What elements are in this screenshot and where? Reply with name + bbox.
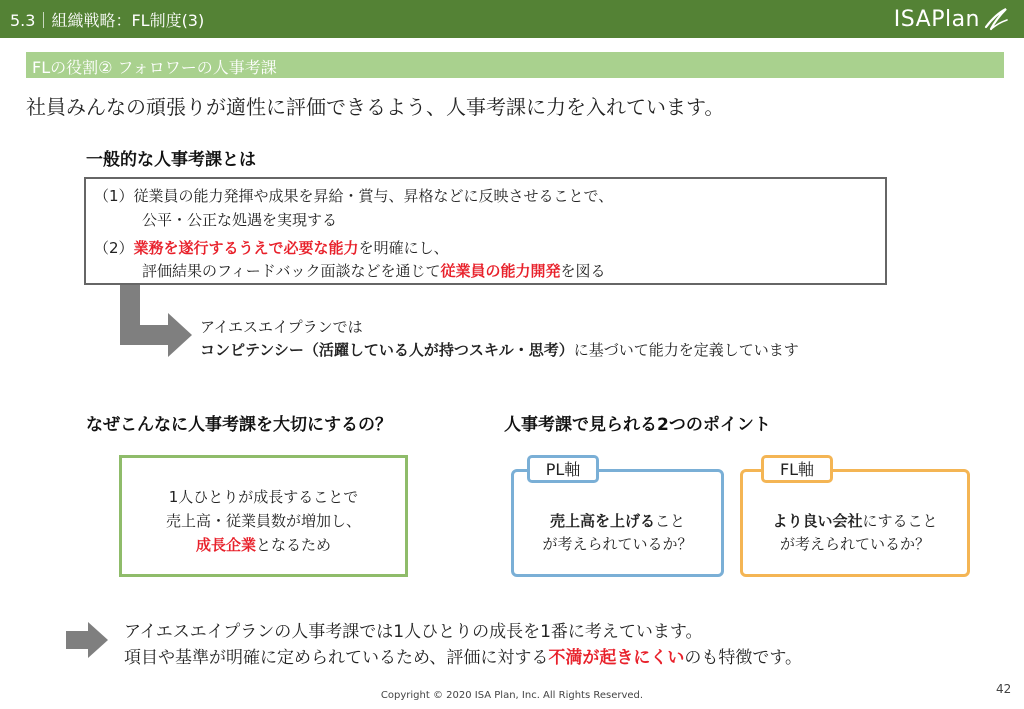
why-line2: 売上高・従業員数が増加し、 xyxy=(165,512,361,530)
definition-item2-line2 xyxy=(142,260,606,281)
definition-item1-line2: 公平・公正な処遇を実現する xyxy=(142,211,338,229)
bent-arrow-icon xyxy=(116,285,196,360)
lead-text: 社員みんなの頑張りが適性に評価できるよう、人事考課に力を入れています。 xyxy=(26,95,725,119)
note-rest: に基づいて能力を定義しています xyxy=(573,341,799,359)
definition-item2-line2-highlight: 従業員の能力開発 xyxy=(440,262,561,280)
fl-axis-box xyxy=(740,469,970,577)
definition-item1-line1: （1）従業員の能力発揮や成果を昇給・賞与、昇格などに反映させることで、 xyxy=(94,187,614,205)
logo-swoosh-icon xyxy=(982,5,1010,33)
right-arrow-icon xyxy=(66,622,108,658)
note-competency: コンピテンシー（活躍している人が持つスキル・思考） xyxy=(200,341,574,359)
fl-line2: が考えられているか？ xyxy=(779,535,930,553)
logo-text: ISAPlan xyxy=(893,6,980,32)
why-growth-company: 成長企業 xyxy=(195,536,256,554)
definition-item2-line2-pre: 評価結果のフィードバック面談などを通じて xyxy=(142,262,441,280)
definition-item2-line2-post: を図る xyxy=(560,262,606,280)
definition-item2-highlight: 業務を遂行するうえで必要な能力 xyxy=(133,239,359,257)
note-line2 xyxy=(200,339,799,360)
section-title: FLの役割② フォロワーの人事考課 xyxy=(32,58,277,77)
conclusion-highlight: 不満が起きにくい xyxy=(548,648,685,668)
points-heading: 人事考課で見られる2つのポイント xyxy=(504,415,771,435)
why-line1: 1人ひとりが成長することで xyxy=(168,488,359,506)
fl-axis-tab: FL軸 xyxy=(761,455,833,483)
page-number: 42 xyxy=(996,682,1012,696)
header-bar xyxy=(0,0,1024,38)
why-box xyxy=(119,455,408,577)
note-line1: アイエスエイプランでは xyxy=(200,318,363,336)
definition-item2-prefix: （2） xyxy=(94,239,134,257)
copyright-footer: Copyright © 2020 ISA Plan, Inc. All Rights Reserved. xyxy=(380,690,644,701)
definition-box xyxy=(84,177,887,285)
pl-rest: こと xyxy=(655,512,686,530)
page-title: 5.3｜組織戦略：FL制度(3) xyxy=(10,11,205,30)
company-logo xyxy=(894,4,1010,34)
pl-line2: が考えられているか？ xyxy=(542,535,693,553)
definition-item2-suffix: を明確にし、 xyxy=(358,239,449,257)
why-line3-rest: となるため xyxy=(256,536,332,554)
section-title-bar xyxy=(26,52,1004,78)
conclusion-line2-post: のも特徴です。 xyxy=(684,648,802,668)
pl-bold: 売上高を上げる xyxy=(549,512,655,530)
conclusion-line2-pre: 項目や基準が明確に定められているため、評価に対する xyxy=(124,648,549,668)
conclusion-line1: アイエスエイプランの人事考課では1人ひとりの成長を1番に考えています。 xyxy=(124,622,703,642)
pl-line1 xyxy=(514,509,721,533)
definition-item2-line1 xyxy=(94,237,449,258)
definition-heading: 一般的な人事考課とは xyxy=(86,150,256,170)
pl-axis-box xyxy=(511,469,724,577)
conclusion-line2 xyxy=(124,643,802,668)
why-line3 xyxy=(122,533,405,557)
pl-axis-tab: PL軸 xyxy=(527,455,599,483)
why-heading: なぜこんなに人事考課を大切にするの？ xyxy=(86,415,392,435)
fl-line1 xyxy=(743,509,967,533)
fl-rest: にすること xyxy=(862,512,938,530)
fl-bold: より良い会社 xyxy=(772,512,863,530)
